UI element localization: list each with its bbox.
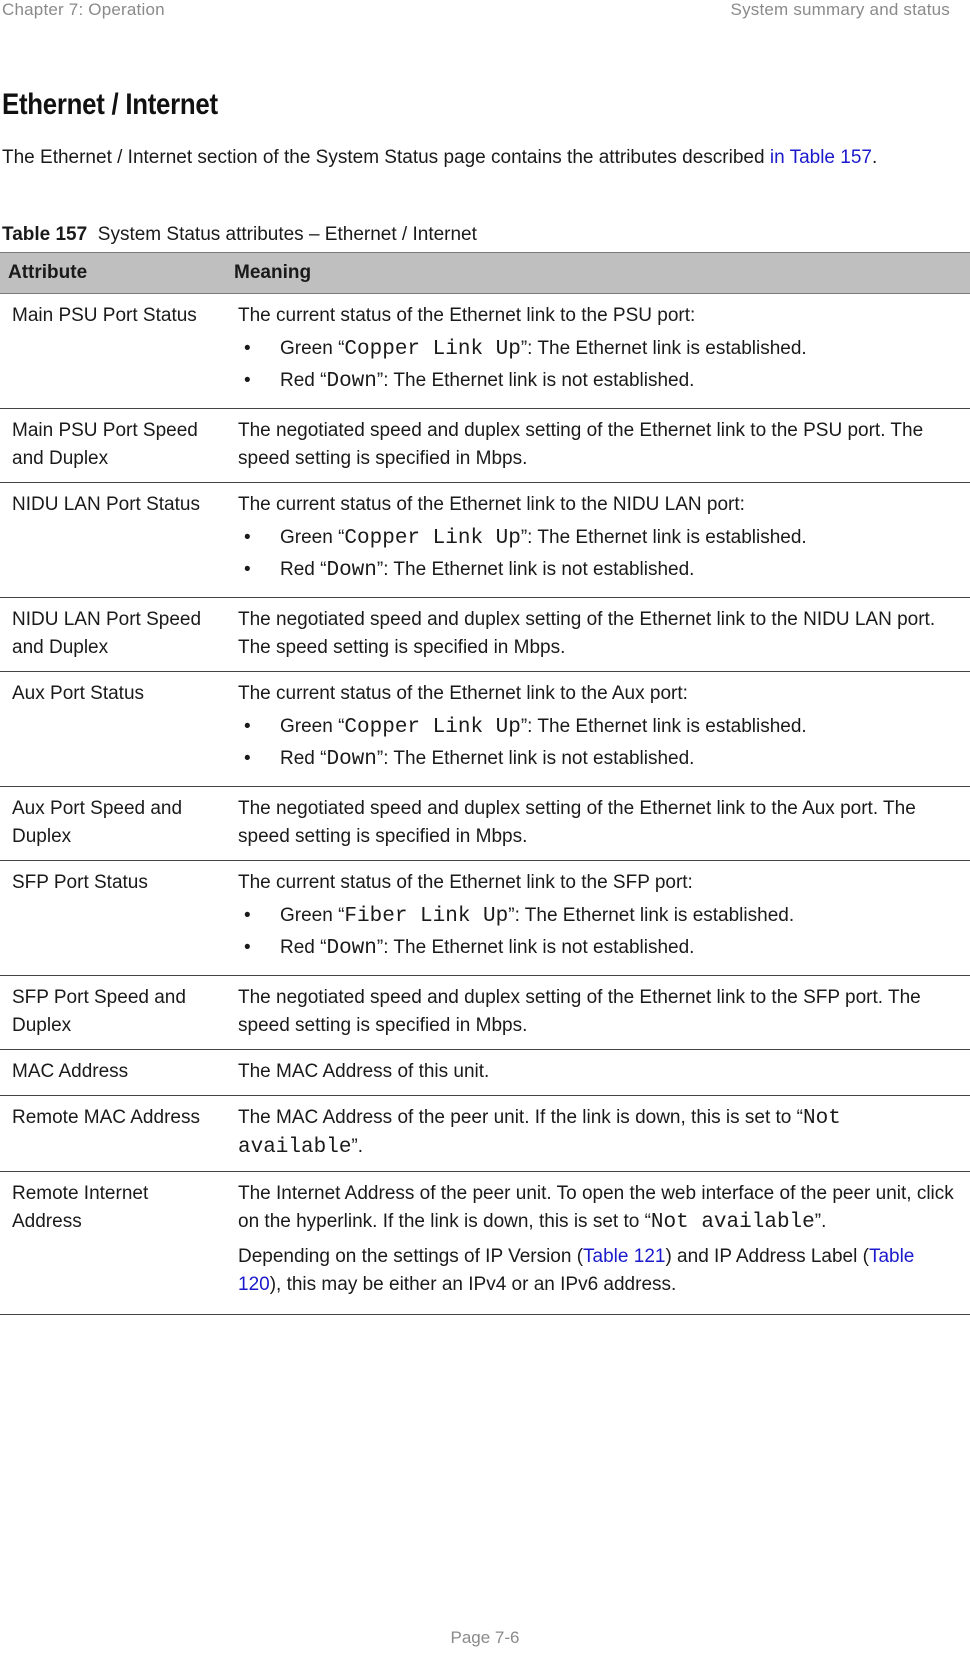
table-caption — [2, 224, 477, 246]
list-item — [238, 902, 962, 931]
caption-text: System Status attributes – Ethernet / Internet — [97, 224, 477, 245]
bullet-text — [280, 902, 794, 931]
bullet-icon: • — [244, 748, 251, 769]
attribute-cell: SFP Port Speed and Duplex — [0, 976, 226, 1050]
attribute-cell: Remote MAC Address — [0, 1096, 226, 1172]
meaning-cell — [226, 1172, 970, 1315]
bullet-pre: Red “ — [280, 559, 327, 580]
status-value: Copper Link Up — [344, 716, 521, 739]
bullet-pre: Green “ — [280, 527, 345, 548]
table-row — [0, 861, 970, 976]
bullet-text — [280, 335, 807, 364]
meaning-text-end: ”. — [814, 1211, 827, 1232]
meaning-paragraph — [238, 1243, 962, 1299]
bullet-pre: Red “ — [280, 370, 327, 391]
list-item — [238, 335, 962, 364]
bullet-icon: • — [244, 937, 251, 958]
bullet-icon: • — [244, 559, 251, 580]
bullet-pre: Red “ — [280, 937, 327, 958]
bullet-text — [280, 745, 694, 774]
bullet-post: ”: The Ethernet link is not established. — [376, 937, 695, 958]
list-item — [238, 367, 962, 396]
status-value: Copper Link Up — [344, 527, 521, 550]
bullet-text — [280, 367, 694, 396]
meaning-text: ), this may be either an IPv4 or an IPv6 address. — [269, 1274, 677, 1295]
status-value: Not available — [650, 1211, 815, 1234]
meaning-intro: The current status of the Ethernet link to the NIDU LAN port: — [238, 494, 745, 515]
status-value: Down — [326, 370, 377, 393]
table-row — [0, 1096, 970, 1172]
table-row — [0, 672, 970, 787]
table-row — [0, 409, 970, 483]
list-item — [238, 713, 962, 742]
table-row — [0, 787, 970, 861]
meaning-cell: The negotiated speed and duplex setting of the Ethernet link to the PSU port. The speed setting is specified in Mbps. — [226, 409, 970, 483]
status-value: Copper Link Up — [344, 338, 521, 361]
bullet-text — [280, 713, 807, 742]
meaning-cell: The negotiated speed and duplex setting of the Ethernet link to the NIDU LAN port. The speed setting is specified in Mbps. — [226, 598, 970, 672]
bullet-post: ”: The Ethernet link is established. — [520, 716, 807, 737]
attribute-cell: Aux Port Status — [0, 672, 226, 787]
meaning-text-end: ”. — [351, 1136, 364, 1157]
attribute-cell: Main PSU Port Status — [0, 294, 226, 409]
meaning-text: The MAC Address of the peer unit. If the link is down, this is set to “ — [238, 1107, 803, 1128]
attributes-table — [0, 252, 970, 1315]
meaning-cell — [226, 861, 970, 976]
status-value: Down — [326, 559, 377, 582]
status-value: Fiber Link Up — [344, 905, 509, 928]
list-item — [238, 524, 962, 553]
bullet-post: ”: The Ethernet link is not established. — [376, 559, 695, 580]
bullet-text — [280, 934, 694, 963]
attribute-cell: NIDU LAN Port Status — [0, 483, 226, 598]
bullet-text — [280, 524, 807, 553]
intro-end: . — [871, 147, 878, 168]
bullet-post: ”: The Ethernet link is not established. — [376, 748, 695, 769]
meaning-text: ) and IP Address Label ( — [665, 1246, 869, 1267]
list-item — [238, 934, 962, 963]
attribute-cell: Remote Internet Address — [0, 1172, 226, 1315]
table-row — [0, 976, 970, 1050]
bullet-post: ”: The Ethernet link is established. — [520, 338, 807, 359]
meaning-intro: The current status of the Ethernet link to the SFP port: — [238, 872, 693, 893]
bullet-icon: • — [244, 905, 251, 926]
bullet-post: ”: The Ethernet link is established. — [508, 905, 795, 926]
header-meaning: Meaning — [226, 253, 970, 294]
bullet-pre: Green “ — [280, 338, 345, 359]
bullet-pre: Green “ — [280, 716, 345, 737]
meaning-intro: The current status of the Ethernet link to the PSU port: — [238, 305, 696, 326]
attribute-cell: Main PSU Port Speed and Duplex — [0, 409, 226, 483]
running-header-section: System summary and status — [730, 0, 950, 19]
attribute-cell: MAC Address — [0, 1050, 226, 1096]
table-121-link[interactable]: Table 121 — [583, 1246, 666, 1267]
bullet-icon: • — [244, 370, 251, 391]
status-value: Down — [326, 748, 377, 771]
bullet-icon: • — [244, 527, 251, 548]
running-header-chapter: Chapter 7: Operation — [2, 0, 165, 19]
bullet-post: ”: The Ethernet link is not established. — [376, 370, 695, 391]
table-header-row — [0, 253, 970, 294]
bullet-text — [280, 556, 694, 585]
meaning-cell: The negotiated speed and duplex setting of the Ethernet link to the Aux port. The speed setting is specified in Mbps. — [226, 787, 970, 861]
meaning-cell — [226, 1096, 970, 1172]
meaning-cell: The MAC Address of this unit. — [226, 1050, 970, 1096]
caption-number: Table 157 — [2, 224, 88, 245]
attribute-cell: NIDU LAN Port Speed and Duplex — [0, 598, 226, 672]
meaning-cell — [226, 294, 970, 409]
list-item — [238, 745, 962, 774]
table-row — [0, 1050, 970, 1096]
bullet-pre: Green “ — [280, 905, 345, 926]
table-row — [0, 483, 970, 598]
bullet-icon: • — [244, 716, 251, 737]
meaning-cell — [226, 483, 970, 598]
meaning-intro: The current status of the Ethernet link to the Aux port: — [238, 683, 688, 704]
status-value: Not available — [238, 1107, 841, 1159]
header-attribute: Attribute — [0, 253, 226, 294]
meaning-cell: The negotiated speed and duplex setting of the Ethernet link to the SFP port. The speed setting is specified in Mbps. — [226, 976, 970, 1050]
bullet-pre: Red “ — [280, 748, 327, 769]
section-heading: Ethernet / Internet — [2, 88, 218, 121]
bullet-icon: • — [244, 338, 251, 359]
table-row — [0, 598, 970, 672]
meaning-paragraph — [238, 1180, 962, 1237]
status-value: Down — [326, 937, 377, 960]
page-number: Page 7-6 — [450, 1628, 520, 1647]
meaning-text: Depending on the settings of IP Version ( — [238, 1246, 584, 1267]
intro-text: The Ethernet / Internet section of the System Status page contains the attributes described — [2, 147, 770, 168]
list-item — [238, 556, 962, 585]
attribute-cell: Aux Port Speed and Duplex — [0, 787, 226, 861]
meaning-text: The Internet Address of the peer unit. To open the web interface of the peer unit, click on the hyperlink. If the link is down, this is set to “ — [238, 1183, 954, 1232]
bullet-post: ”: The Ethernet link is established. — [520, 527, 807, 548]
table-row — [0, 294, 970, 409]
table-row — [0, 1172, 970, 1315]
intro-paragraph — [2, 144, 922, 172]
table-157-link[interactable]: in Table 157 — [769, 147, 872, 168]
table-120-link[interactable]: Table 120 — [238, 1246, 915, 1295]
attribute-cell: SFP Port Status — [0, 861, 226, 976]
meaning-cell — [226, 672, 970, 787]
